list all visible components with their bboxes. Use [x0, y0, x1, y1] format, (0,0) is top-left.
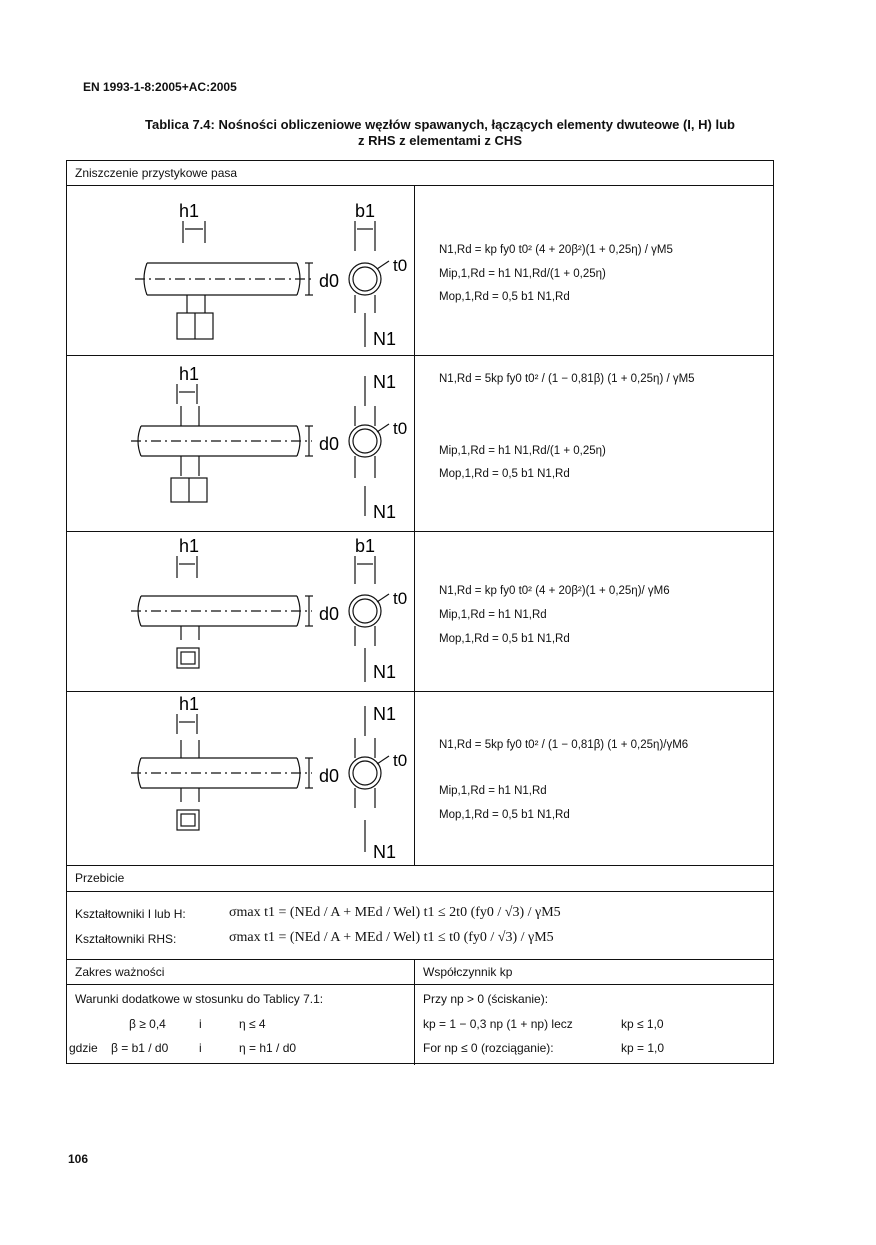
rule: [67, 891, 773, 892]
label-h1: h1: [179, 364, 200, 384]
row4-formula-Mip: Mip,1,Rd = h1 N1,Rd: [439, 785, 547, 797]
resistance-table: [66, 160, 774, 1064]
coefficient-line2: kp = 1 − 0,3 np (1 + np) lecz: [423, 1017, 573, 1031]
page-number: 106: [68, 1152, 89, 1166]
row2-formula-N-text: N1,Rd = 5kp fy0 t0² / (1 − 0,81β) (1 + 0,25η) / γM5: [439, 373, 695, 385]
label-N1: N1: [373, 662, 397, 682]
rule: [67, 865, 773, 866]
label-b1: b1: [355, 201, 376, 221]
rule: [67, 185, 773, 186]
row1-formula-N: N1,Rd = kp fy0 t0² (4 + 20β²)(1 + 0,25η) / γM5: [439, 244, 673, 256]
label-h1: h1: [179, 201, 200, 221]
column-divider: [414, 959, 415, 1065]
validity-eta-cond: η ≤ 4: [239, 1017, 266, 1031]
row2-formula-N: [439, 373, 695, 385]
row4-formula-Mop: Mop,1,Rd = 0,5 b1 N1,Rd: [439, 809, 570, 821]
column-divider: [414, 185, 415, 865]
label-N1: N1: [373, 502, 397, 522]
coefficient-line3: For np ≤ 0 (rozciąganie):: [423, 1041, 554, 1055]
coefficient-line3-value: kp = 1,0: [621, 1041, 665, 1055]
punching-RHS-label: Kształtowniki RHS:: [75, 932, 177, 946]
label-d0: d0: [319, 434, 340, 454]
validity-eta-def: η = h1 / d0: [239, 1041, 297, 1055]
label-h1: h1: [179, 536, 200, 556]
row4-formula-N: N1,Rd = 5kp fy0 t0² / (1 − 0,81β) (1 + 0,25η)/γM6: [439, 739, 689, 751]
joint-diagram-4: [127, 694, 408, 862]
validity-beta-cond: β ≥ 0,4: [129, 1017, 166, 1031]
validity-where: gdzie: [69, 1041, 98, 1055]
rule: [67, 959, 773, 960]
joint-diagram-3: [127, 536, 408, 686]
standard-reference: EN 1993-1-8:2005+AC:2005: [83, 80, 237, 94]
validity-line1: Warunki dodatkowe w stosunku do Tablicy 7.1:: [75, 992, 324, 1006]
coefficient-line1: Przy np > 0 (ściskanie):: [423, 992, 549, 1006]
label-t0: t0: [393, 589, 408, 608]
rule: [67, 984, 773, 985]
joint-diagram-2: [127, 364, 408, 526]
row1-formula-Mop: Mop,1,Rd = 0,5 b1 N1,Rd: [439, 291, 570, 303]
rule: [67, 531, 773, 532]
label-N1: N1: [373, 372, 397, 392]
table-title: [80, 117, 800, 149]
label-N1: N1: [373, 329, 397, 349]
label-d0: d0: [319, 604, 340, 624]
label-t0: t0: [393, 751, 408, 770]
label-h1: h1: [179, 694, 200, 714]
table-title-line1: Tablica 7.4: Nośności obliczeniowe węzłów spawanych, łączących elementy dwuteowe (I, H) lub: [145, 117, 735, 132]
joint-diagram-1: [127, 201, 408, 351]
label-d0: d0: [319, 271, 340, 291]
label-N1: N1: [373, 704, 397, 724]
validity-beta-def: β = b1 / d0: [111, 1041, 169, 1055]
label-b1: b1: [355, 536, 376, 556]
validity-and: i: [199, 1017, 202, 1031]
punching-I-H-formula: σmax t1 = (NEd / A + MEd / Wel) t1 ≤ 2t0 (fy0 / √3) / γM5: [229, 905, 561, 920]
section-header-punching: Przebicie: [75, 871, 125, 885]
validity-and: i: [199, 1041, 202, 1055]
label-N1: N1: [373, 842, 397, 862]
punching-I-H-label: Kształtowniki I lub H:: [75, 907, 186, 921]
label-t0: t0: [393, 419, 408, 438]
row2-formula-Mip: Mip,1,Rd = h1 N1,Rd/(1 + 0,25η): [439, 445, 606, 457]
punching-RHS-formula: σmax t1 = (NEd / A + MEd / Wel) t1 ≤ t0 (fy0 / √3) / γM5: [229, 930, 554, 945]
coefficient-line2-limit: kp ≤ 1,0: [621, 1017, 664, 1031]
validity-header: Zakres ważności: [75, 965, 165, 979]
coefficient-header: Współczynnik kp: [423, 965, 513, 979]
rule: [67, 355, 773, 356]
table-title-line2: z RHS z elementami z CHS: [358, 133, 522, 148]
row1-formula-Mip: Mip,1,Rd = h1 N1,Rd/(1 + 0,25η): [439, 268, 606, 280]
label-d0: d0: [319, 766, 340, 786]
row3-formula-Mip: Mip,1,Rd = h1 N1,Rd: [439, 609, 547, 621]
row3-formula-Mop: Mop,1,Rd = 0,5 b1 N1,Rd: [439, 633, 570, 645]
row2-formula-Mop: Mop,1,Rd = 0,5 b1 N1,Rd: [439, 468, 570, 480]
label-t0: t0: [393, 256, 408, 275]
row3-formula-N: N1,Rd = kp fy0 t0² (4 + 20β²)(1 + 0,25η)/ γM6: [439, 585, 670, 597]
rule: [67, 691, 773, 692]
section-header-chord-plastification: Zniszczenie przystykowe pasa: [75, 166, 238, 180]
